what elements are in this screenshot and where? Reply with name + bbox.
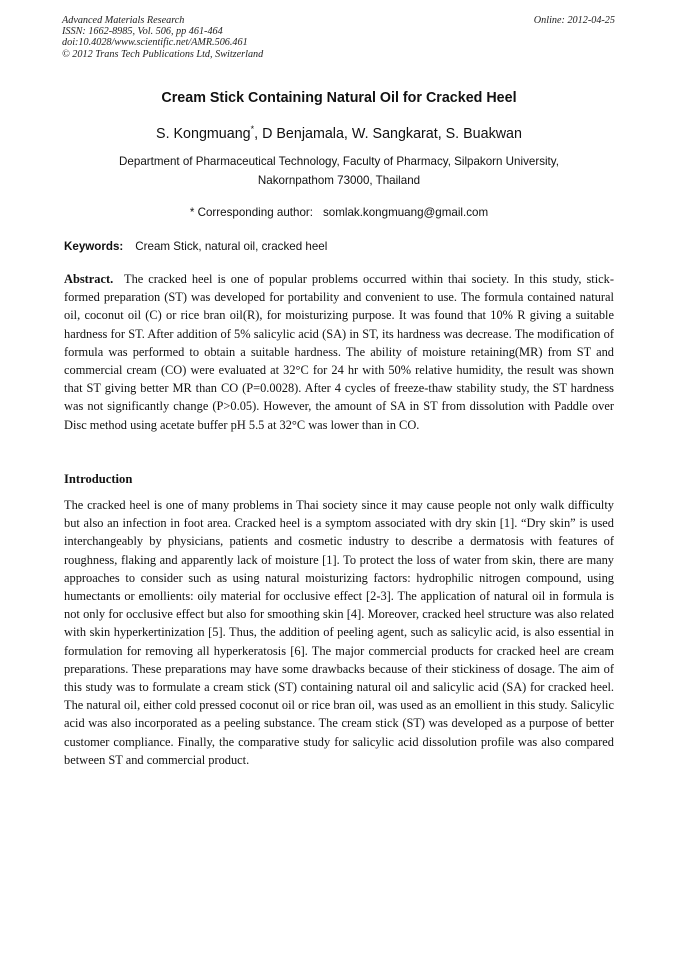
keywords-label: Keywords:	[64, 240, 124, 253]
abstract	[64, 270, 614, 434]
journal-header	[62, 15, 263, 60]
keywords-text: Cream Stick, natural oil, cracked heel	[135, 240, 328, 253]
first-author: S. Kongmuang	[156, 125, 251, 142]
introduction-text: The cracked heel is one of many problems in Thai society since it may cause people not only walk difficulty but also an infection in foot area. Cracked heel is a symptom associated with dry skin [1]. “Dry skin” is used interchangeably by physicians, patients and cosmetic industry to describe a dermatosis with features of roughness, flaking and apparently lack of moisture [1]. To protect the loss of water from skin, there are many approaches to consider such as using natural moisturizing factors: hydrophilic nitrogen compound, using humectants or emollients: oily material for occlusive effect [2-3]. The application of natural oil in formula is not only for occlusive effect but also for smoothing skin [4]. Moreover, cracked heel structure was also related with skin hyperkertinization [5]. Thus, the addition of peeling agent, such as salicylic acid, is also essential in formulation for removing all hyperkeratosis [6]. The major commercial products for cracked heel are cream preparations. These preparations may have some drawbacks because of their stickiness of dosage. The aim of this study was to formulate a cream stick (ST) containing natural oil and salicylic acid (SA) for cracked heel. The natural oil, either cold pressed coconut oil or rice bran oil, was used as an emollient in this study. Salicylic acid was also incorporated as a peeling substance. The cream stick (ST) was developed as a purpose of better customer compliance. Finally, the comparative study for salicylic acid dissolution profile was also compared between ST and commercial product.	[64, 498, 614, 767]
journal-issn: ISSN: 1662-8985, Vol. 506, pp 461-464	[62, 26, 223, 38]
affiliation-line-1: Department of Pharmaceutical Technology, Faculty of Pharmacy, Silpakorn University,	[119, 155, 559, 168]
abstract-text: The cracked heel is one of popular problems occurred within thai society. In this study, stick-formed preparation (ST) was developed for portability and convenient to use. The formula contained natural oil, coconut oil (C) or rice bran oil(R), for moisturizing purpose. It was found that 10% R giving a suitable hardness for ST. After addition of 5% salicylic acid (SA) in ST, its hardness was decrease. The modification of formula was performed to obtain a suitable hardness. The ability of moisture retaining(MR) from ST and commercial cream (CO) were evaluated at 32°C for 24 hr with 50% relative humidity, the result was shown that ST giving better MR than CO (P=0.0028). After 4 cycles of freeze-thaw stability study, the ST hardness was not significantly change (P>0.05). However, the amount of SA in ST from dissolution with Paddle over Disc method using acetate buffer pH 5.5 at 32°C was lower than in CO.	[64, 272, 615, 432]
introduction-heading: Introduction	[64, 472, 133, 486]
journal-copyright: © 2012 Trans Tech Publications Ltd, Switzerland	[62, 48, 264, 60]
journal-doi[interactable]: doi:10.4028/www.scientific.net/AMR.506.461	[62, 37, 248, 49]
abstract-label: Abstract.	[64, 272, 114, 286]
affiliation-line-2: Nakornpathom 73000, Thailand	[257, 174, 421, 187]
corresponding-mark: *	[250, 124, 255, 134]
author-list	[0, 124, 678, 142]
other-authors: , D Benjamala, W. Sangkarat, S. Buakwan	[254, 125, 522, 142]
affiliation	[80, 152, 598, 190]
journal-name: Advanced Materials Research	[62, 15, 185, 26]
corresponding-label: * Corresponding author:	[189, 206, 313, 219]
corresponding-author	[0, 206, 678, 219]
keywords	[64, 240, 327, 253]
online-date: Online: 2012-04-25	[533, 15, 615, 26]
corresponding-email[interactable]: somlak.kongmuang@gmail.com	[322, 206, 489, 219]
paper-title: Cream Stick Containing Natural Oil for Cracked Heel	[161, 90, 517, 106]
